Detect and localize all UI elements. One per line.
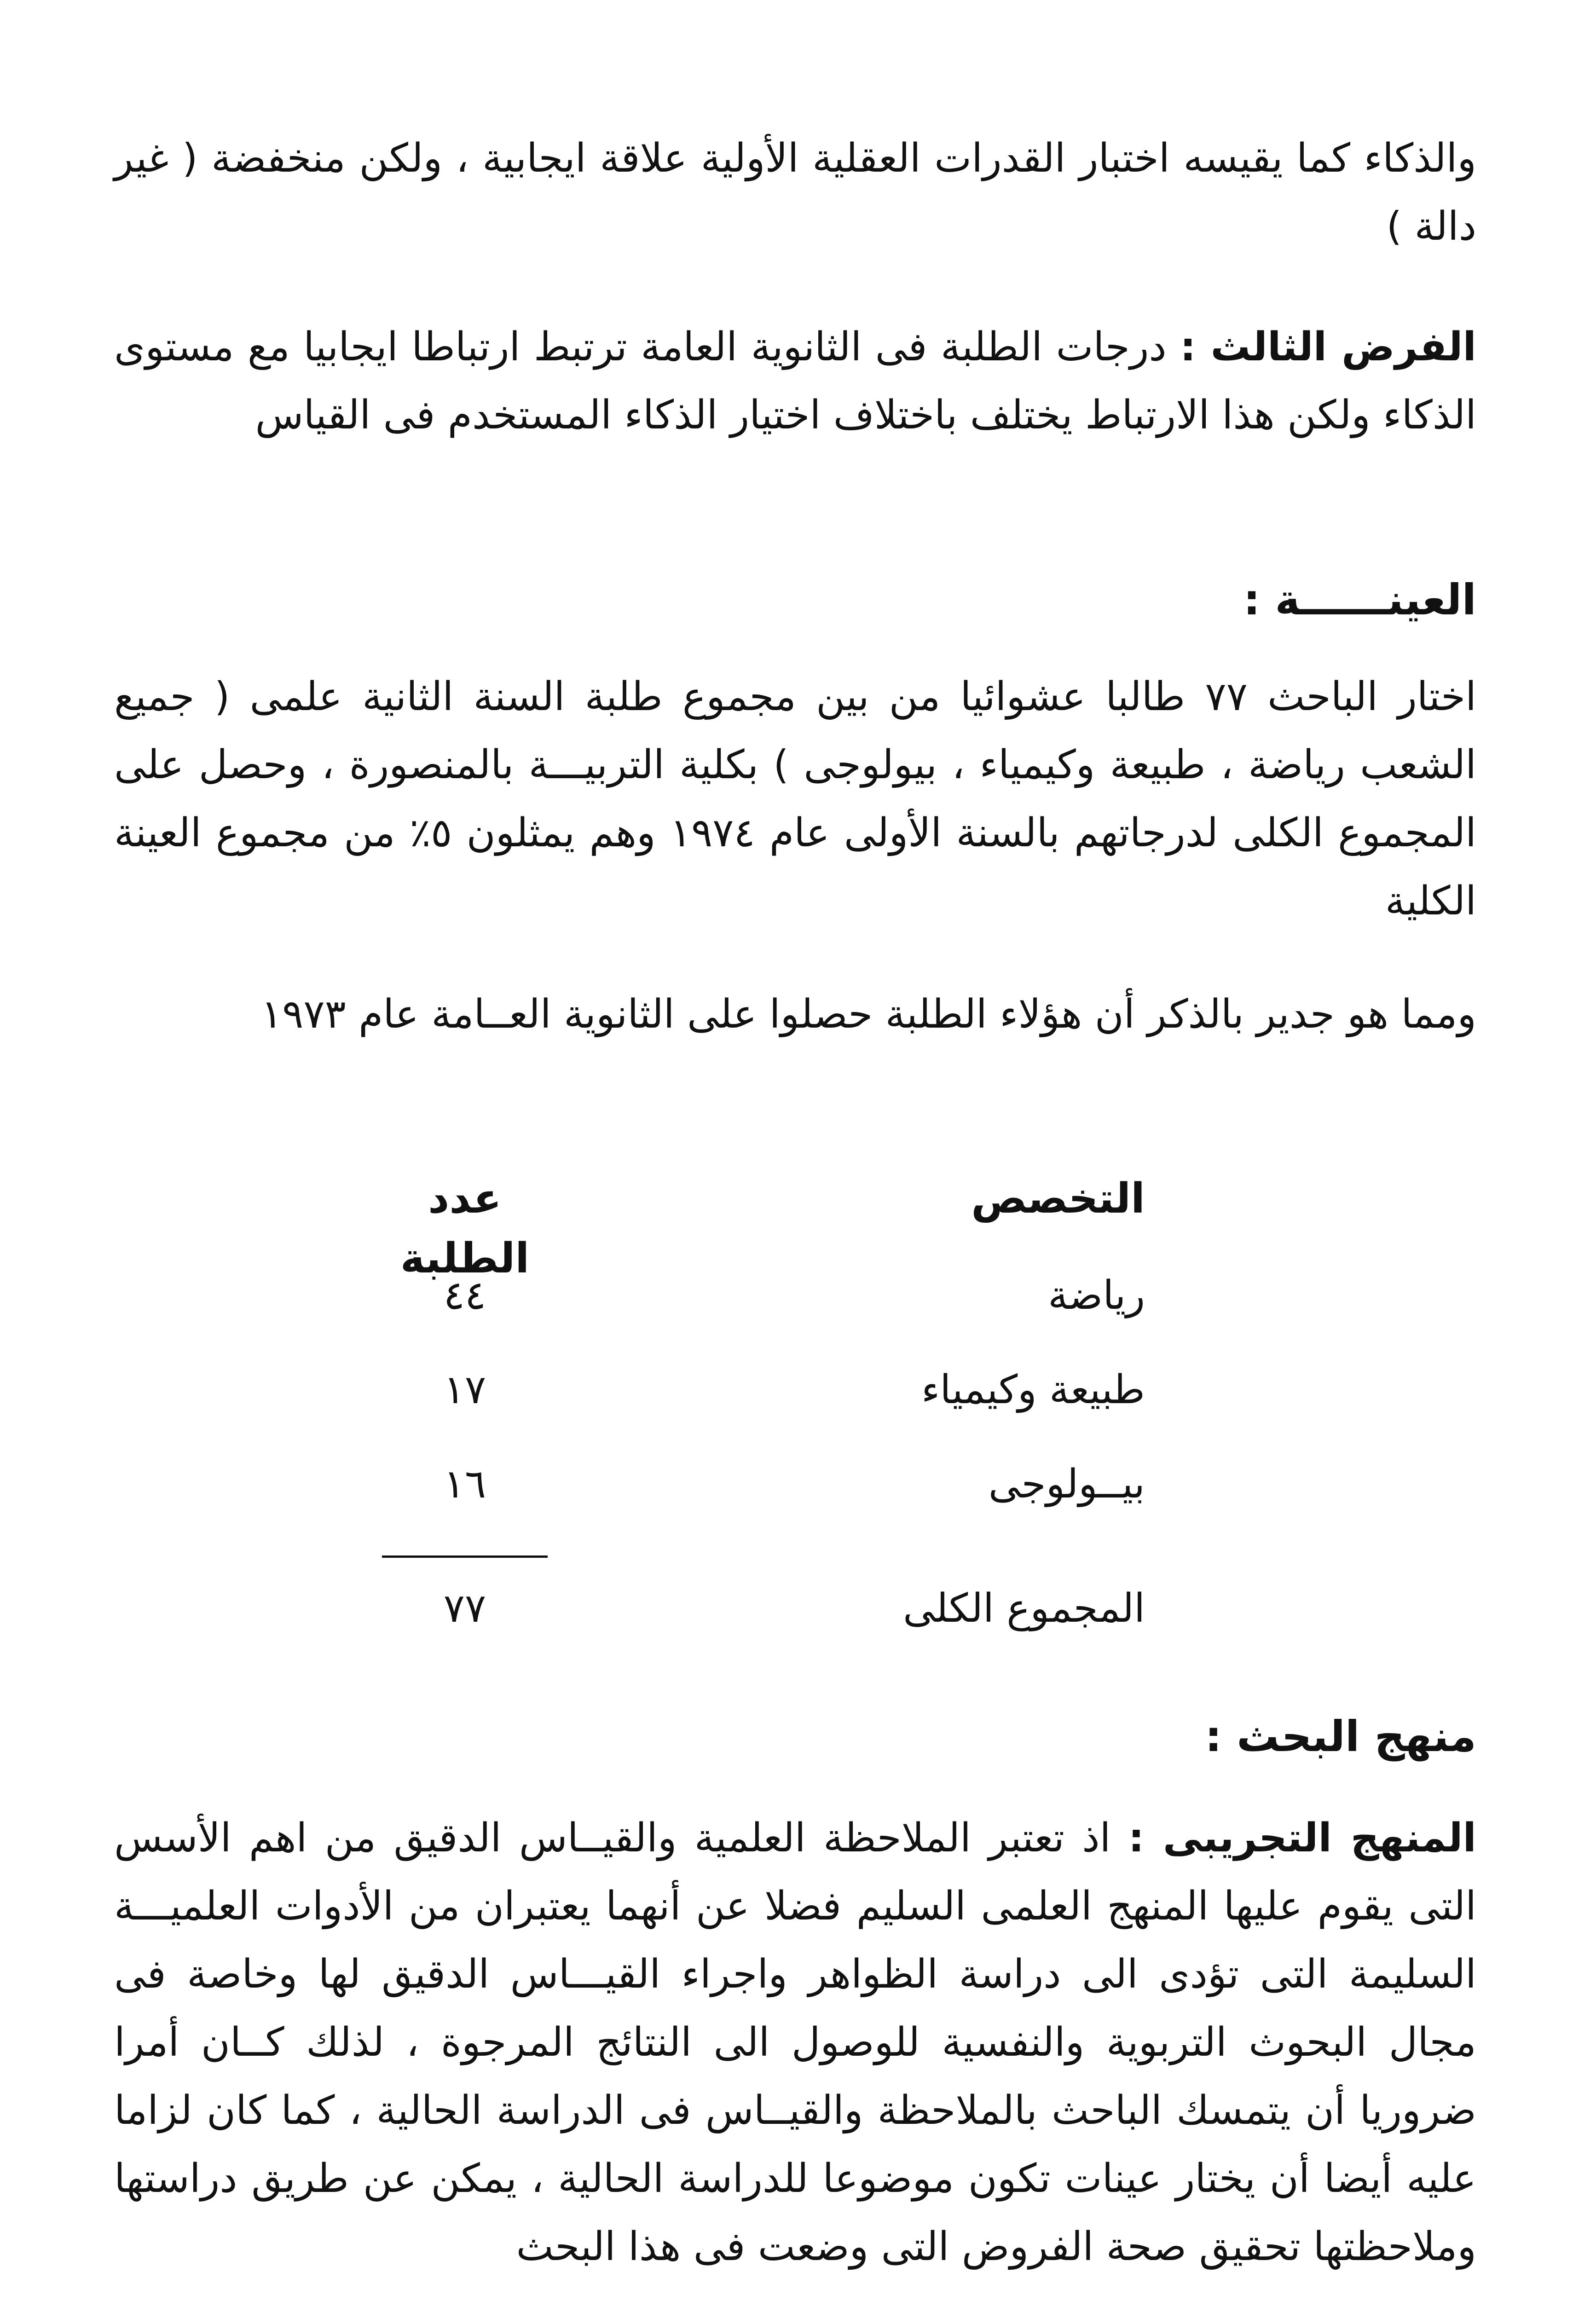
table-row-count: ٤٤ (443, 1272, 486, 1318)
paragraph-sample-description (114, 663, 1476, 935)
table-total-label: المجموع الكلى (903, 1585, 1145, 1631)
table-total-count: ٧٧ (443, 1585, 486, 1631)
paragraph-secondary-year (114, 980, 1476, 1048)
table-header-specialization: التخصص (971, 1174, 1145, 1223)
third-hypothesis-label: الفرض الثالث : (1180, 324, 1477, 370)
table-total-rule (382, 1555, 548, 1558)
method-heading: منهج البحث : (1205, 1712, 1476, 1761)
experimental-method-label: المنهج التجريبى : (1128, 1815, 1476, 1861)
table-row-count: ١٧ (443, 1367, 486, 1413)
paragraph-text: اذ تعتبر الملاحظة العلمية والقيــاس الدقيق من اهم الأسس التى يقوم عليها المنهج العلمى السليم فضلا عن أنهما يعتبران من الأدوات العلميـــة السليمة التى تؤدى الى دراسة الظواهر واجراء القيـــاس الدقيق لها وخاصة فى مجال البحوث التربوية والنفسية للوصول الى النتائج المرجوة ، لذلك كــان أمرا ضروريا أن يتمسك الباحث بالملاحظة والقيــاس فى الدراسة الحالية ، كما كان لزاما عليه أيضا أن يختار عينات تكون موضوعا للدراسة الحالية ، يمكن عن طريق دراستها وملاحظتها تحقيق صحة الفروض التى وضعت فى هذا البحث (114, 1815, 1476, 2270)
paragraph-text: اختار الباحث ٧٧ طالبا عشوائيا من بين مجموع طلبة السنة الثانية علمى ( جميع الشعب رياضة ، طبيعة وكيمياء ، بيولوجى ) بكلية التربيـــة بالمنصورة ، وحصل على المجموع الكلى لدرجاتهم بالسنة الأولى عام ١٩٧٤ وهم يمثلون ٥٪ من مجموع العينة الكلية (114, 674, 1476, 924)
paragraph-third-hypothesis (114, 313, 1476, 449)
paragraph-experimental-method (114, 1804, 1476, 2281)
table-row-specialization: طبيعة وكيمياء (921, 1367, 1145, 1413)
table-header-count: عدد الطلبة (400, 1174, 530, 1283)
paragraph-text: ومما هو جدير بالذكر أن هؤلاء الطلبة حصلوا على الثانوية العــامة عام ١٩٧٣ (261, 991, 1476, 1037)
table-row-specialization: بيــولوجى (988, 1461, 1145, 1507)
paragraph-intelligence-relation (114, 124, 1476, 260)
paragraph-text: درجات الطلبة فى الثانوية العامة ترتبط ارتباطا ايجابيا مع مستوى الذكاء ولكن هذا الارتباط يختلف باختلاف اختيار الذكاء المستخدم فى القياس (114, 324, 1476, 438)
table-row-count: ١٦ (443, 1461, 486, 1507)
table-row-specialization: رياضة (1048, 1272, 1145, 1318)
sample-heading: العينــــــة : (1243, 575, 1476, 624)
paragraph-text: والذكاء كما يقيسه اختبار القدرات العقلية الأولية علاقة ايجابية ، ولكن منخفضة ( غير دالة ) (114, 135, 1476, 249)
